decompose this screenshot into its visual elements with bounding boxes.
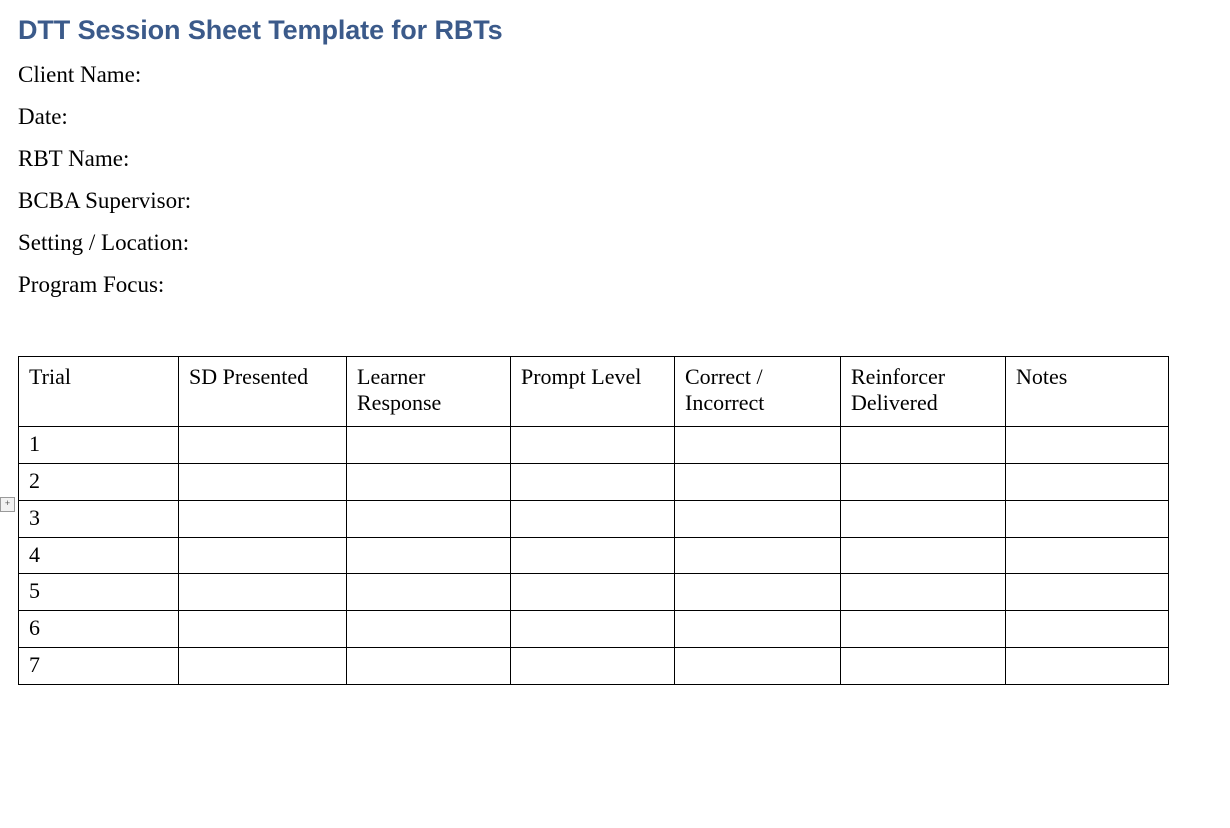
cell-prompt[interactable] [511,611,675,648]
dtt-trial-table [18,356,1169,685]
table-header-row [19,356,1169,427]
column-header-trial: Trial [19,356,179,427]
cell-response[interactable] [347,537,511,574]
cell-prompt[interactable] [511,427,675,464]
cell-sd[interactable] [179,648,347,685]
column-header-sd-presented: SD Presented [179,356,347,427]
cell-trial: 4 [19,537,179,574]
cell-notes[interactable] [1006,648,1169,685]
cell-correct[interactable] [675,648,841,685]
cell-correct[interactable] [675,611,841,648]
cell-response[interactable] [347,427,511,464]
cell-sd[interactable] [179,500,347,537]
column-header-prompt-level: Prompt Level [511,356,675,427]
cell-notes[interactable] [1006,611,1169,648]
cell-correct[interactable] [675,500,841,537]
cell-reinforcer[interactable] [841,648,1006,685]
cell-trial: 2 [19,463,179,500]
cell-trial: 6 [19,611,179,648]
cell-response[interactable] [347,611,511,648]
cell-correct[interactable] [675,463,841,500]
cell-correct[interactable] [675,427,841,464]
cell-reinforcer[interactable] [841,427,1006,464]
cell-notes[interactable] [1006,427,1169,464]
cell-reinforcer[interactable] [841,537,1006,574]
cell-sd[interactable] [179,463,347,500]
table-row [19,427,1169,464]
table-row [19,648,1169,685]
cell-notes[interactable] [1006,537,1169,574]
cell-trial: 3 [19,500,179,537]
page-title: DTT Session Sheet Template for RBTs [18,15,503,45]
cell-reinforcer[interactable] [841,611,1006,648]
cell-prompt[interactable] [511,574,675,611]
field-client-name: Client Name: [18,61,142,87]
table-row [19,537,1169,574]
field-date: Date: [18,103,68,129]
column-header-notes: Notes [1006,356,1169,427]
column-header-correct-incorrect: Correct / Incorrect [675,356,841,427]
cell-notes[interactable] [1006,574,1169,611]
field-program-focus: Program Focus: [18,272,165,298]
cell-response[interactable] [347,463,511,500]
cell-prompt[interactable] [511,500,675,537]
cell-trial: 7 [19,648,179,685]
table-move-handle[interactable]: + [0,497,15,512]
section-spacer [18,307,1212,353]
cell-response[interactable] [347,500,511,537]
cell-notes[interactable] [1006,463,1169,500]
table-row [19,611,1169,648]
cell-response[interactable] [347,648,511,685]
cell-prompt[interactable] [511,648,675,685]
table-row [19,574,1169,611]
cell-reinforcer[interactable] [841,463,1006,500]
field-bcba-supervisor: BCBA Supervisor: [18,188,192,214]
cell-correct[interactable] [675,537,841,574]
cell-sd[interactable] [179,611,347,648]
cell-trial: 1 [19,427,179,464]
cell-reinforcer[interactable] [841,500,1006,537]
cell-prompt[interactable] [511,537,675,574]
cell-reinforcer[interactable] [841,574,1006,611]
table-row [19,500,1169,537]
cell-prompt[interactable] [511,463,675,500]
field-rbt-name: RBT Name: [18,146,130,171]
cell-sd[interactable] [179,574,347,611]
table-row [19,463,1169,500]
field-setting-location: Setting / Location: [18,230,190,256]
cell-sd[interactable] [179,537,347,574]
cell-trial: 5 [19,574,179,611]
column-header-learner-response: Learner Response [347,356,511,427]
cell-notes[interactable] [1006,500,1169,537]
column-header-reinforcer-delivered: Reinforcer Delivered [841,356,1006,427]
cell-correct[interactable] [675,574,841,611]
cell-sd[interactable] [179,427,347,464]
cell-response[interactable] [347,574,511,611]
